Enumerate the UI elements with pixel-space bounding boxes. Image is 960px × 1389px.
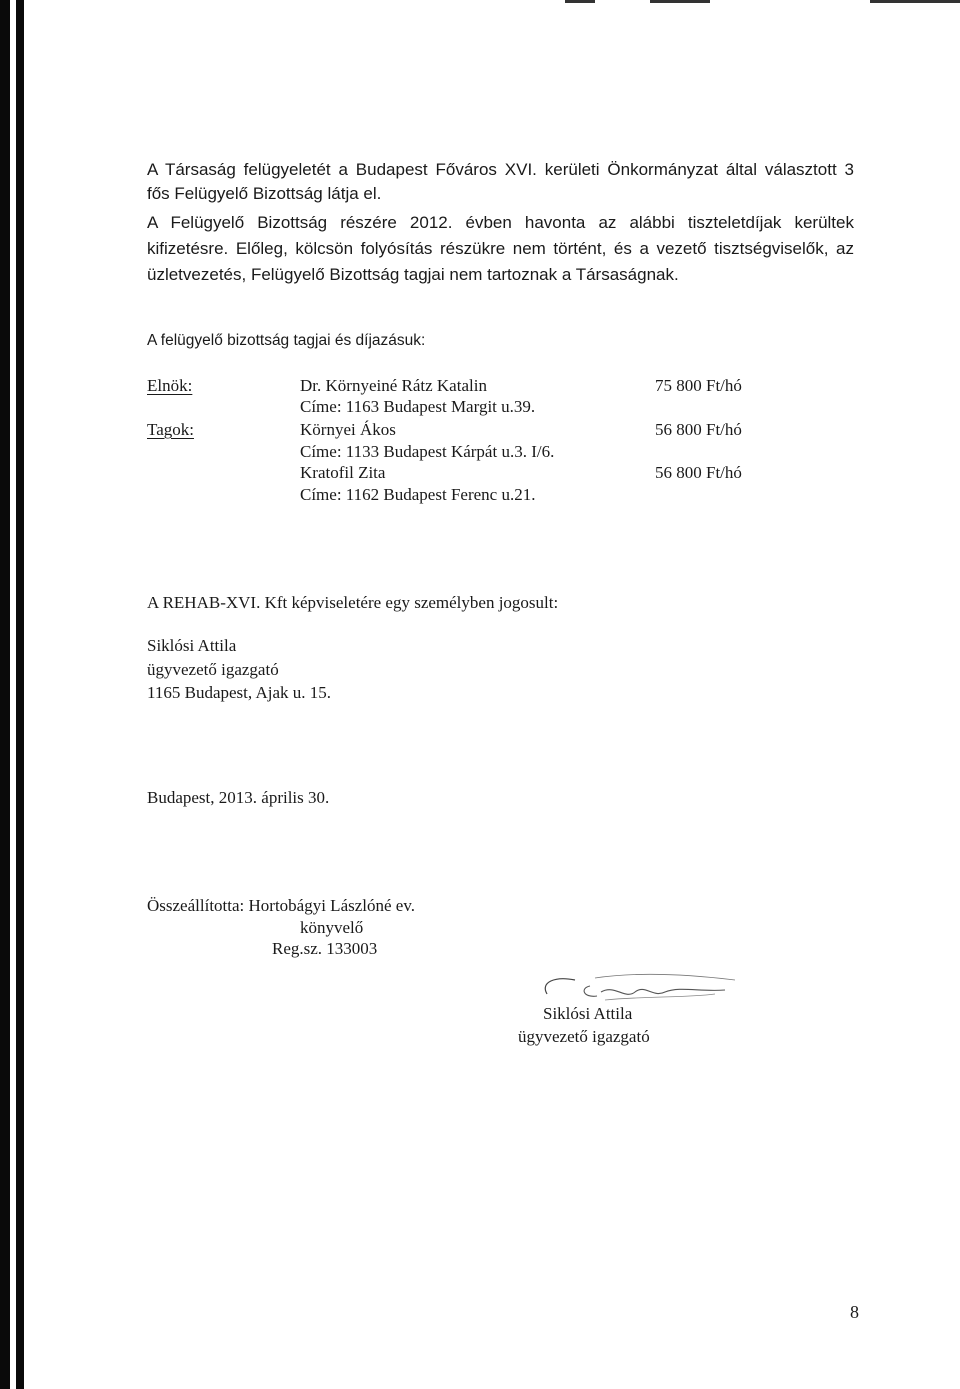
scan-artifact-top [870,0,960,3]
intro-line-5: üzletvezetés, Felügyelő Bizottság tagjai nem tartoznak a Társaságnak. [147,265,679,284]
member-fee: 56 800 Ft/hó [655,420,742,439]
representative-name: Siklósi Attila [147,636,237,655]
intro-line-4: kifizetésre. Előleg, kölcsön folyósítás részükre nem történt, és a vezető tisztségviselők, az [147,239,854,258]
member-name: Környei Ákos [300,420,396,439]
signatory-name: Siklósi Attila [543,1004,633,1023]
representative-title: ügyvezető igazgató [147,660,279,679]
intro-line-1: A Társaság felügyeletét a Budapest Főváros XVI. kerületi Önkormányzat által választott 3 [147,160,854,179]
member-name: Dr. Környeiné Rátz Katalin [300,376,487,395]
scan-edge-left [0,0,24,1389]
compiler-role: könyvelő [300,918,364,937]
members-label: Tagok: [147,420,194,439]
signatory-title: ügyvezető igazgató [518,1027,650,1046]
member-name: Kratofil Zita [300,463,386,482]
scan-artifact-top [650,0,710,3]
scan-artifact-top [565,0,595,3]
representative-heading: A REHAB-XVI. Kft képviseletére egy személyben jogosult: [147,593,559,612]
page-number: 8 [850,1302,859,1322]
document-date: Budapest, 2013. április 30. [147,788,330,807]
intro-line-3: A Felügyelő Bizottság részére 2012. évben havonta az alábbi tiszteletdíjak kerültek [147,213,854,232]
compiler-registration: Reg.sz. 133003 [272,939,378,958]
intro-line-2: fős Felügyelő Bizottság látja el. [147,184,382,203]
member-address: Címe: 1133 Budapest Kárpát u.3. I/6. [300,442,555,461]
member-address: Címe: 1163 Budapest Margit u.39. [300,397,536,416]
board-heading: A felügyelő bizottság tagjai és díjazásuk: [147,332,426,349]
member-fee: 75 800 Ft/hó [655,376,742,395]
compiler-line: Összeállította: Hortobágyi Lászlóné ev. [147,896,415,915]
chair-label: Elnök: [147,376,193,395]
representative-address: 1165 Budapest, Ajak u. 15. [147,683,331,702]
member-address: Címe: 1162 Budapest Ferenc u.21. [300,485,536,504]
member-fee: 56 800 Ft/hó [655,463,742,482]
